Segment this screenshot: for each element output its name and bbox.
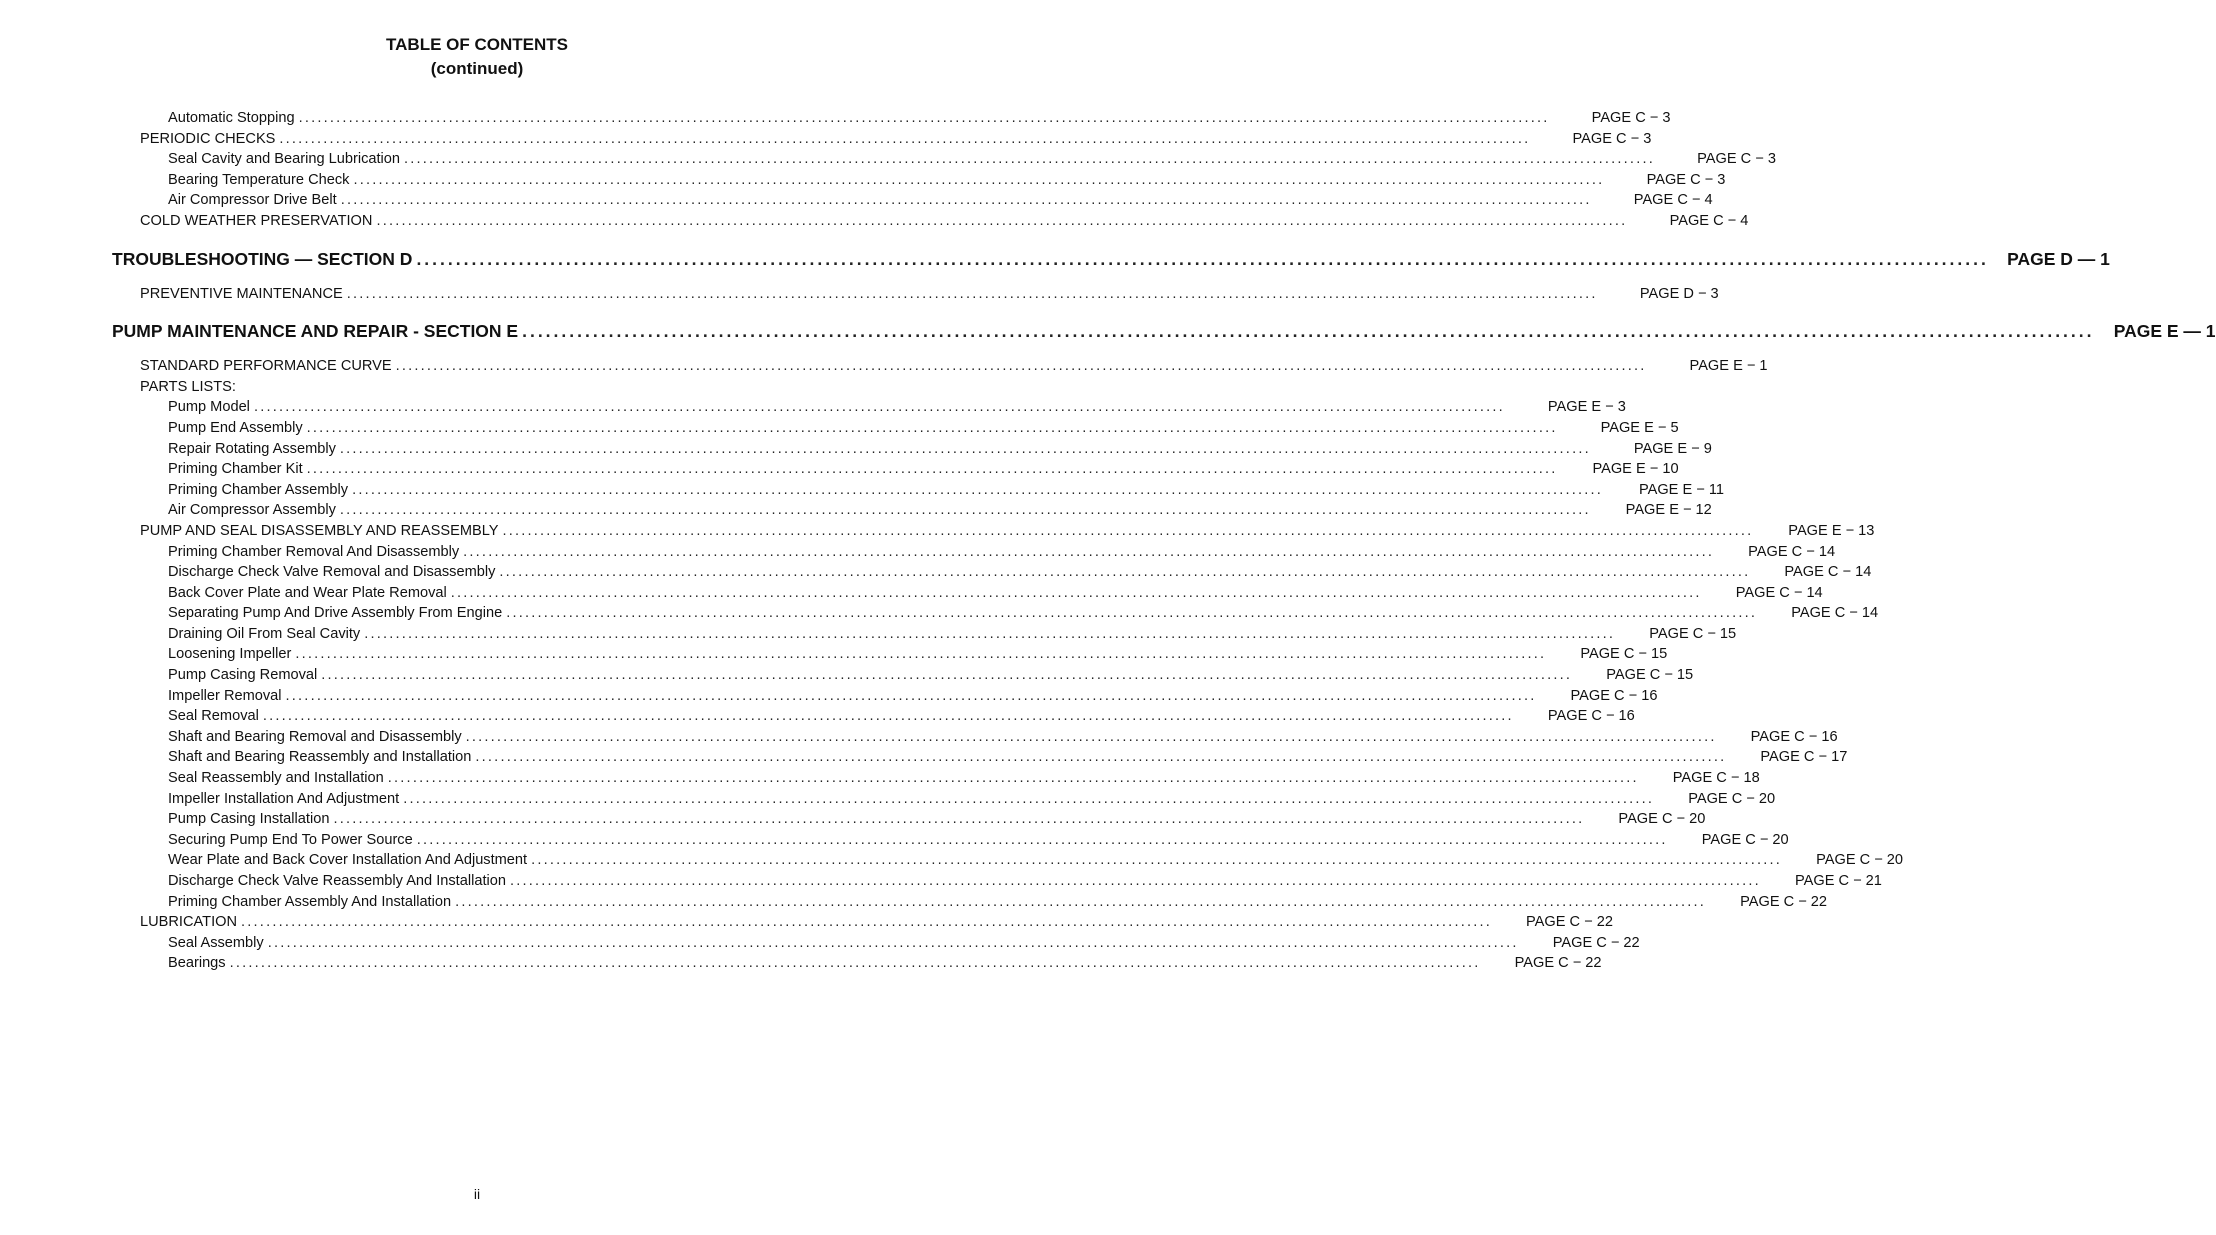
toc-entry — [0, 284, 1719, 305]
toc-entry — [0, 644, 1668, 665]
toc-dot-leader: ........................................................................................................................................................................................................ — [353, 171, 1605, 188]
toc-entry-page: PAGE C − 15 — [1580, 646, 1668, 663]
toc-entry-label: Priming Chamber Removal And Disassembly — [168, 543, 460, 560]
toc-entry-label: Loosening Impeller — [168, 646, 292, 663]
toc-dot-leader: ........................................................................................................................................................................................................ — [340, 192, 1592, 209]
toc-entry — [0, 211, 1749, 232]
toc-entry — [0, 624, 1737, 645]
toc-entry-label: Automatic Stopping — [168, 110, 295, 126]
toc-entry-page: PAGE C − 4 — [1633, 192, 1713, 209]
toc-entry-page: PAGE E − 13 — [1788, 522, 1875, 539]
toc-entry-page: PAGE D — 1 — [2007, 248, 2110, 269]
toc-entry-page: PAGE C − 3 — [1646, 171, 1726, 188]
toc-entry-page: PAGE E − 11 — [1638, 481, 1724, 498]
toc-entry-label: Seal Reassembly and Installation — [168, 770, 384, 787]
toc-entry — [0, 871, 1882, 892]
toc-dot-leader: ........................................................................................................................................................................................................ — [364, 625, 1616, 642]
toc-entry-label: PERIODIC CHECKS — [140, 130, 276, 147]
page-number: ii — [473, 1186, 481, 1202]
toc-entry — [0, 500, 1712, 521]
toc-list — [0, 108, 2216, 974]
toc-dot-leader: ........................................................................................................................................................................................................ — [352, 481, 1603, 498]
toc-entry-label: Securing Pump End To Power Source — [168, 831, 413, 848]
toc-section-heading — [0, 245, 2110, 273]
toc-entry-page: PAGE C − 20 — [1816, 852, 1904, 869]
toc-dot-leader: ........................................................................................................................................................................................................ — [339, 502, 1591, 519]
toc-entry — [0, 933, 1640, 954]
toc-dot-leader: ........................................................................................................................................................................................................ — [333, 811, 1585, 828]
toc-dot-leader: ........................................................................................................................................................................................................ — [502, 522, 1754, 539]
toc-dot-leader: ........................................................................................................................................................................................................ — [306, 419, 1558, 436]
toc-entry — [0, 665, 1694, 686]
toc-entry-label: Bearings — [168, 955, 226, 972]
toc-entry — [0, 953, 1602, 974]
toc-spacer — [0, 273, 954, 284]
toc-entry-label: Air Compressor Drive Belt — [168, 192, 337, 209]
toc-entry-page: PAGE E − 1 — [1689, 358, 1768, 375]
toc-spacer — [0, 232, 954, 245]
toc-entry-label: Seal Removal — [168, 708, 259, 725]
toc-entry-page: PAGE C − 22 — [1552, 934, 1640, 951]
toc-entry-page: PAGE E — 1 — [2113, 321, 2216, 342]
toc-entry — [0, 583, 1823, 604]
toc-entry — [0, 562, 1872, 583]
toc-entry-label: Shaft and Bearing Reassembly and Installation — [168, 749, 472, 766]
toc-entry — [0, 377, 954, 398]
toc-entry-label: STANDARD PERFORMANCE CURVE — [140, 358, 392, 375]
toc-dot-leader: ........................................................................................................................................................................................................ — [416, 248, 1989, 269]
toc-dot-leader: ........................................................................................................................................................................................................ — [339, 440, 1591, 457]
toc-dot-leader: ........................................................................................................................................................................................................ — [455, 893, 1707, 910]
toc-entry-page: PAGE C − 3 — [1572, 130, 1652, 147]
toc-entry-label: PUMP MAINTENANCE AND REPAIR - SECTION E — [112, 321, 519, 342]
toc-entry-label: Repair Rotating Assembly — [168, 440, 336, 457]
toc-entry-page: PAGE C − 14 — [1791, 605, 1879, 622]
toc-entry-label: Impeller Removal — [168, 687, 282, 704]
toc-dot-leader: ........................................................................................................................................................................................................ — [321, 667, 1573, 684]
toc-entry-label: Impeller Installation And Adjustment — [168, 790, 400, 807]
toc-entry-page: PAGE C − 14 — [1735, 584, 1823, 601]
toc-entry-page: PAGE C − 22 — [1526, 914, 1613, 931]
toc-entry — [0, 542, 1836, 563]
toc-dot-leader: ........................................................................................................................................................................................................ — [262, 708, 1514, 725]
toc-title-main: TABLE OF CONTENTS — [386, 35, 568, 54]
toc-dot-leader: ........................................................................................................................................................................................................ — [450, 584, 1702, 601]
toc-dot-leader: ........................................................................................................................................................................................................ — [376, 212, 1628, 229]
toc-entry-label: Separating Pump And Drive Assembly From Engine — [168, 605, 503, 622]
toc-entry-page: PAGE E − 9 — [1633, 440, 1712, 457]
toc-entry-label: Priming Chamber Assembly And Installation — [168, 893, 452, 910]
toc-entry-page: PAGE D − 3 — [1639, 285, 1719, 302]
toc-dot-leader: ........................................................................................................................................................................................................ — [475, 749, 1727, 766]
toc-entry — [0, 397, 1626, 418]
toc-dot-leader: ........................................................................................................................................................................................................ — [229, 955, 1481, 972]
toc-dot-leader: ........................................................................................................................................................................................................ — [404, 151, 1655, 168]
toc-entry-label: Pump Model — [168, 399, 250, 416]
toc-entry-page: PAGE C − 3 — [1697, 151, 1776, 168]
toc-dot-leader: ........................................................................................................................................................................................................ — [531, 852, 1783, 869]
toc-entry — [0, 459, 1679, 480]
toc-entry — [0, 356, 1768, 377]
toc-entry-label: PUMP AND SEAL DISASSEMBLY AND REASSEMBLY — [140, 522, 499, 539]
toc-entry-label: Back Cover Plate and Wear Plate Removal — [168, 584, 447, 601]
toc-entry-page: PAGE C − 16 — [1570, 687, 1658, 704]
toc-entry — [0, 170, 1726, 191]
toc-entry-page: PAGE C − 20 — [1688, 790, 1776, 807]
toc-entry-page: PAGE C − 20 — [1701, 831, 1789, 848]
toc-dot-leader: ........................................................................................................................................................................................................ — [463, 543, 1715, 560]
toc-entry-label: Priming Chamber Kit — [168, 461, 303, 478]
toc-entry-page: PAGE C − 18 — [1672, 770, 1760, 787]
toc-entry-label: Pump Casing Removal — [168, 667, 318, 684]
toc-entry — [0, 521, 1875, 542]
toc-entry-label: PARTS LISTS: — [140, 378, 236, 395]
toc-entry — [0, 727, 1838, 748]
toc-entry — [0, 108, 1671, 129]
toc-entry — [0, 830, 1789, 851]
toc-entry-page: PAGE E − 3 — [1547, 399, 1626, 416]
toc-entry-page: PAGE C − 15 — [1606, 667, 1694, 684]
toc-entry — [0, 149, 1776, 170]
toc-entry-page: PAGE C − 14 — [1748, 543, 1836, 560]
toc-dot-leader: ........................................................................................................................................................................................................ — [506, 605, 1758, 622]
toc-spacer — [0, 304, 954, 317]
toc-entry-page: PAGE C − 16 — [1547, 708, 1635, 725]
toc-entry-page: PAGE C − 14 — [1784, 564, 1872, 581]
toc-entry-label: PREVENTIVE MAINTENANCE — [140, 285, 343, 302]
toc-dot-leader: ........................................................................................................................................................................................................ — [522, 321, 2095, 342]
toc-entry-page: PAGE C − 15 — [1649, 625, 1737, 642]
toc-entry — [0, 892, 1828, 913]
toc-dot-leader: ........................................................................................................................................................................................................ — [279, 130, 1531, 147]
toc-entry — [0, 706, 1635, 727]
toc-entry-label: Seal Cavity and Bearing Lubrication — [168, 151, 401, 168]
toc-dot-leader: ........................................................................................................................................................................................................ — [298, 110, 1550, 126]
toc-title-sub: (continued) — [430, 59, 524, 78]
toc-entry-label: Seal Assembly — [168, 934, 264, 951]
toc-entry-label: Shaft and Bearing Removal and Disassembly — [168, 728, 462, 745]
toc-entry — [0, 190, 1713, 211]
toc-entry-label: Wear Plate and Back Cover Installation And Adjustment — [168, 852, 528, 869]
toc-dot-leader: ........................................................................................................................................................................................................ — [465, 728, 1717, 745]
toc-dot-leader: ........................................................................................................................................................................................................ — [253, 399, 1505, 416]
toc-entry — [0, 768, 1760, 789]
toc-entry — [0, 789, 1776, 810]
toc-entry — [0, 480, 1724, 501]
toc-entry — [0, 418, 1679, 439]
toc-entry-page: PAGE C − 22 — [1740, 893, 1828, 910]
toc-entry-page: PAGE C − 22 — [1514, 955, 1602, 972]
toc-entry-page: PAGE C − 21 — [1794, 873, 1882, 889]
toc-entry-label: TROUBLESHOOTING — SECTION D — [112, 248, 413, 269]
toc-dot-leader: ........................................................................................................................................................................................................ — [267, 934, 1519, 951]
toc-entry — [0, 439, 1712, 460]
toc-dot-leader: ........................................................................................................................................................................................................ — [241, 914, 1492, 931]
toc-entry-label: Pump End Assembly — [168, 419, 303, 436]
toc-entry — [0, 912, 1613, 933]
toc-entry — [0, 747, 1848, 768]
toc-entry — [0, 603, 1879, 624]
toc-dot-leader: ........................................................................................................................................................................................................ — [306, 461, 1558, 478]
toc-entry-label: Bearing Temperature Check — [168, 171, 350, 188]
toc-entry-page: PAGE E − 10 — [1592, 461, 1679, 478]
toc-dot-leader: ........................................................................................................................................................................................................ — [346, 285, 1598, 302]
toc-entry-label: Discharge Check Valve Reassembly And Installation — [168, 873, 506, 889]
toc-entry-label: Pump Casing Installation — [168, 811, 330, 828]
toc-dot-leader: ........................................................................................................................................................................................................ — [387, 770, 1639, 787]
toc-dot-leader: ........................................................................................................................................................................................................ — [395, 358, 1647, 375]
toc-entry-label: Priming Chamber Assembly — [168, 481, 349, 498]
toc-entry-page: PAGE C − 4 — [1669, 212, 1749, 229]
toc-entry — [0, 809, 1706, 830]
toc-dot-leader: ........................................................................................................................................................................................................ — [499, 564, 1751, 581]
toc-entry-label: Discharge Check Valve Removal and Disassembly — [168, 564, 496, 581]
toc-dot-leader: ........................................................................................................................................................................................................ — [403, 790, 1655, 807]
toc-entry-page: PAGE E − 12 — [1625, 502, 1712, 519]
toc-entry-label: Draining Oil From Seal Cavity — [168, 625, 361, 642]
toc-entry — [0, 129, 1652, 150]
toc-entry-page: PAGE C − 17 — [1760, 749, 1848, 766]
toc-dot-leader: ........................................................................................................................................................................................................ — [416, 831, 1668, 848]
toc-title — [0, 33, 954, 81]
toc-entry — [0, 850, 1904, 871]
toc-entry-page: PAGE E − 5 — [1600, 419, 1679, 436]
toc-dot-leader: ........................................................................................................................................................................................................ — [510, 873, 1761, 889]
toc-entry — [0, 686, 1658, 707]
toc-spacer — [0, 345, 954, 356]
toc-entry-page: PAGE C − 20 — [1618, 811, 1706, 828]
toc-dot-leader: ........................................................................................................................................................................................................ — [295, 646, 1547, 663]
toc-entry-page: PAGE C − 3 — [1591, 110, 1671, 126]
toc-dot-leader: ........................................................................................................................................................................................................ — [285, 687, 1537, 704]
toc-entry-page: PAGE C − 16 — [1750, 728, 1838, 745]
toc-section-heading — [0, 317, 2216, 345]
toc-entry-label: LUBRICATION — [140, 914, 238, 931]
toc-entry-label: COLD WEATHER PRESERVATION — [140, 212, 373, 229]
toc-entry-label: Air Compressor Assembly — [168, 502, 336, 519]
